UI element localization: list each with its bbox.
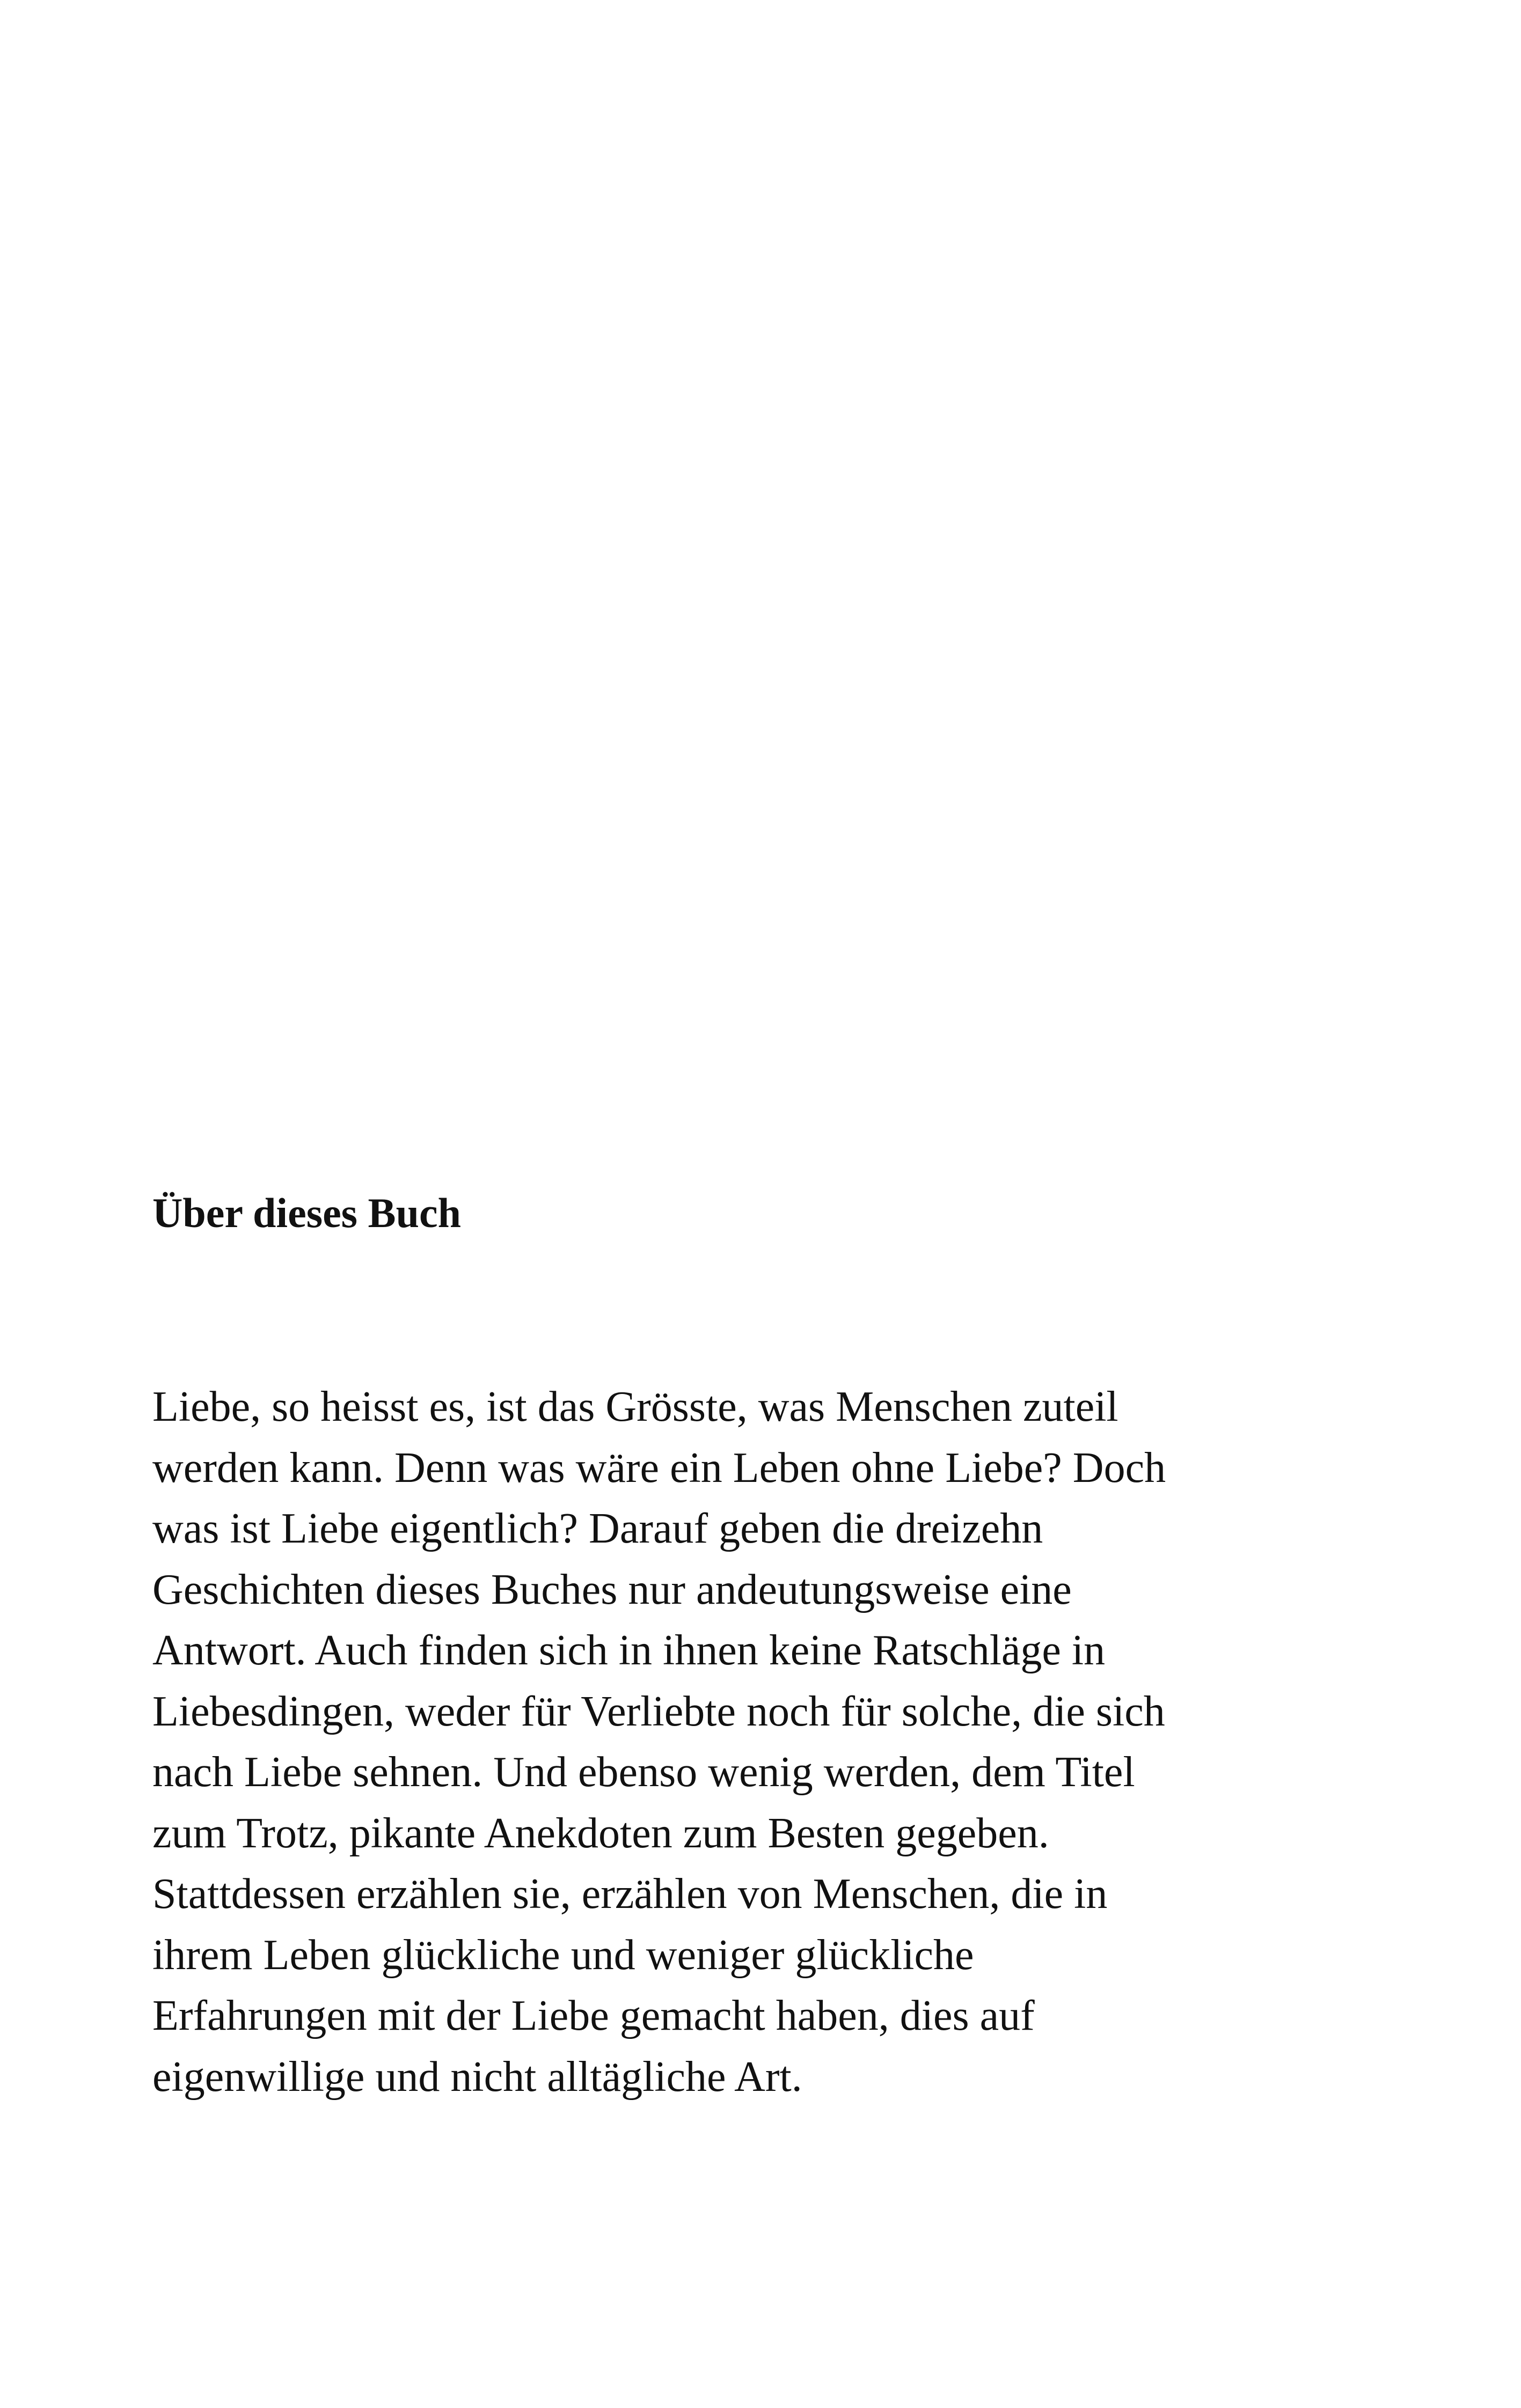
paragraph-line: Geschichten dieses Buches nur andeutungsweise eine xyxy=(152,1566,1072,1613)
paragraph-line: werden kann. Denn was wäre ein Leben ohne Liebe? Doch xyxy=(152,1444,1166,1492)
paragraph-line: zum Trotz, pikante Anekdoten zum Besten gegeben. xyxy=(152,1809,1049,1857)
paragraph-line: ihrem Leben glückliche und weniger glückliche xyxy=(152,1931,974,1979)
paragraph-line: nach Liebe sehnen. Und ebenso wenig werden, dem Titel xyxy=(152,1749,1135,1796)
paragraph-line: Liebesdingen, weder für Verliebte noch für solche, die sich xyxy=(152,1687,1165,1735)
paragraph-line: was ist Liebe eigentlich? Darauf geben die dreizehn xyxy=(152,1505,1043,1552)
section-heading: Über dieses Buch xyxy=(152,1190,461,1236)
paragraph-line: Stattdessen erzählen sie, erzählen von Menschen, die in xyxy=(152,1870,1108,1918)
paragraph-line: Erfahrungen mit der Liebe gemacht haben, dies auf xyxy=(152,1992,1035,2039)
paragraph-line: eigenwillige und nicht alltägliche Art. xyxy=(152,2053,802,2101)
blurb-paragraph xyxy=(152,1377,1166,2108)
paragraph-line: Liebe, so heisst es, ist das Grösste, was Menschen zuteil xyxy=(152,1383,1118,1430)
paragraph-line: Antwort. Auch finden sich in ihnen keine Ratschläge in xyxy=(152,1627,1106,1674)
